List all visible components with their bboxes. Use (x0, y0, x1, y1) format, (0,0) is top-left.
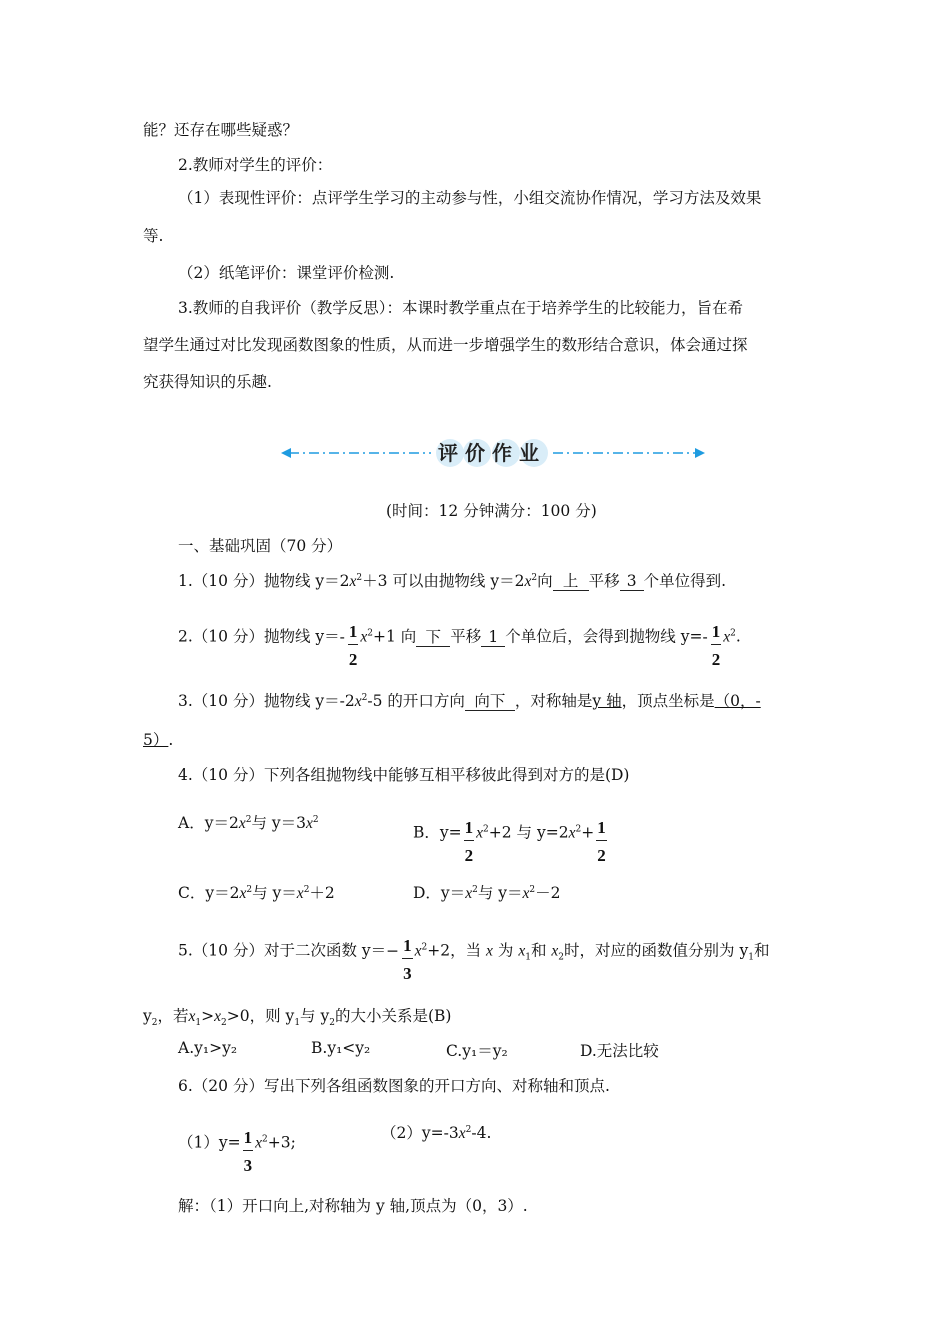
question-2: 2.（10 分）抛物线 y＝- $\frac{1}{2}$ $x^2+1$ 向 下 平移 1 个单位后，会得到抛物线 y=- $\frac{1}{2}$ $x^2$. (178, 622, 741, 669)
q1-answer-units: 3 (620, 573, 644, 591)
q4b-fraction-2: $\frac{1}{2}$ (597, 818, 606, 865)
q6-fraction: $\frac{1}{3}$ (243, 1128, 253, 1175)
q4-option-c: C．$y=2x^2$与 $y=x^2+2$ (178, 884, 335, 902)
q4-option-b: B．y= $\frac{1}{2}$ $x^2+2$ 与 $y=2x^2+$ $\frac{1}{2}$ (413, 818, 606, 865)
intro-line-6: 3.教师的自我评价（教学反思）：本课时教学重点在于培养学生的比较能力，旨在希 (178, 299, 744, 317)
question-6: 6.（20 分）写出下列各组函数图象的开口方向、对称轴和顶点. (178, 1077, 610, 1095)
banner-divider (281, 436, 705, 470)
q5-option-b: B.y₁<y₂ (311, 1039, 371, 1057)
q4-option-a: A．$y=2x^2$与 $y=3x^2$ (178, 814, 319, 832)
intro-line-4: 等. (143, 227, 164, 245)
intro-line-8: 究获得知识的乐趣. (143, 373, 272, 391)
question-5: 5.（10 分）对于二次函数 y＝− $\frac{1}{3}$ $x^2+2$，当 x 为 $x_1$和 $x_2$时，对应的函数值分别为 $y_1$和 (178, 936, 770, 983)
q6-part-2: $(2)y=-3x^2-4$. (381, 1124, 492, 1142)
q6-part-1: （1）y= $\frac{1}{3}$ $x^2+3$; (178, 1128, 296, 1175)
q3-answer-vertex-1: （0，- (714, 692, 761, 710)
intro-line-7: 望学生通过对比发现函数图象的性质，从而进一步增强学生的数形结合意识，体会通过探 (143, 336, 748, 354)
q2-answer-units: 1 (481, 629, 505, 647)
section-banner (281, 436, 705, 470)
q5-fraction: $\frac{1}{3}$ (403, 936, 412, 983)
question-3: 3.（10 分）抛物线 $y=-2x^2-5$ 的开口方向 向下 ，对称轴是y 轴，顶点坐标是（0，- (178, 692, 761, 710)
intro-line-5: （2）纸笔评价：课堂评价检测. (178, 264, 395, 282)
q2-answer-direction: 下 (416, 629, 450, 647)
intro-line-3: （1）表现性评价：点评学生学习的主动参与性，小组交流协作情况，学习方法及效果 (178, 189, 762, 207)
q5-option-a: A.y₁>y₂ (178, 1039, 238, 1057)
question-5-cont: $y_2$，若$x_1>x_2>0$，则 $y_1$与 $y_2$的大小关系是(B) (143, 1007, 452, 1029)
banner-right-arrow (695, 448, 705, 458)
time-note: (时间：12 分钟满分：100 分) (386, 502, 597, 520)
question-4: 4.（10 分）下列各组抛物线中能够互相平移彼此得到对方的是(D) (178, 766, 630, 784)
question-1: 1.（10 分）抛物线 $y=2x^2+3$ 可以由抛物线 $y=2x^2$向 上 平移 3 个单位得到. (178, 572, 727, 590)
q4b-fraction-1: $\frac{1}{2}$ (464, 818, 474, 865)
intro-line-1: 能？还存在哪些疑惑？ (143, 121, 299, 139)
q3-answer-opening: 向下 (465, 693, 515, 711)
q2-fraction-1: $\frac{1}{2}$ (348, 622, 358, 669)
q3-answer-axis: y 轴 (592, 692, 622, 710)
banner-title: 评价作业 (438, 441, 546, 465)
intro-line-2: 2.教师对学生的评价： (178, 156, 333, 174)
q5-option-c: C.y₁＝y₂ (446, 1042, 508, 1060)
question-3-cont: 5）. (143, 731, 174, 749)
q2-fraction-2: $\frac{1}{2}$ (711, 622, 721, 669)
q6-solution: 解：（1）开口向上,对称轴为 y 轴,顶点为（0，3）. (178, 1197, 528, 1215)
q1-answer-direction: 上 (553, 573, 589, 591)
q4-option-d: D．$y=x^2$与 $y=x^2-2$ (413, 884, 561, 902)
banner-left-arrow (281, 448, 291, 458)
q5-option-d: D.无法比较 (580, 1042, 659, 1060)
section-title: 一、基础巩固（70 分） (178, 537, 343, 555)
q3-answer-vertex-2: 5） (143, 731, 169, 749)
